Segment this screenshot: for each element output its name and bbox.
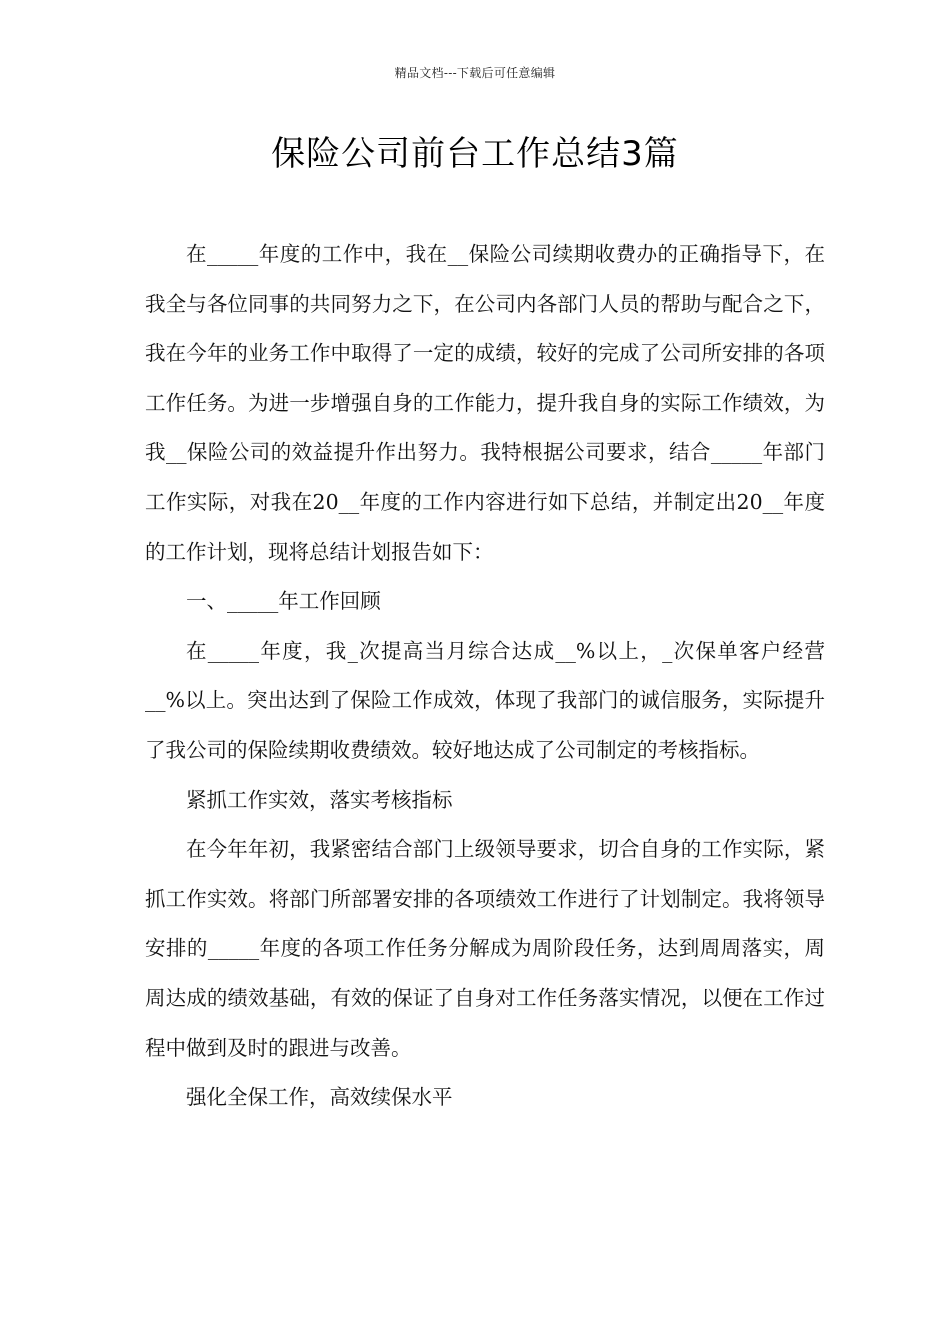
paragraph-review: 在_____年度，我_次提高当月综合达成__%以上，_次保单客户经营__%以上。突出达到了保险工作成效，体现了我部门的诚信服务，实际提升了我公司的保险续期收费绩效。较好地达成了公司制定的考核指标。 [145, 638, 825, 762]
subheading-renewal: 强化全保工作，高效续保水平 [186, 1085, 453, 1110]
document-body [145, 230, 825, 1123]
section-heading-review: 一、_____年工作回顾 [186, 589, 381, 614]
paragraph-work-results: 在今年年初，我紧密结合部门上级领导要求，切合自身的工作实际，紧抓工作实效。将部门所部署安排的各项绩效工作进行了计划制定。我将领导安排的_____年度的各项工作任务分解成为周阶段任务，达到周周落实，周周达成的绩效基础，有效的保证了自身对工作任务落实情况，以便在工作过程中做到及时的跟进与改善。 [145, 837, 825, 1060]
subheading-work-results: 紧抓工作实效，落实考核指标 [186, 787, 453, 812]
paragraph-intro: 在_____年度的工作中，我在__保险公司续期收费办的正确指导下，在我全与各位同事的共同努力之下，在公司内各部门人员的帮助与配合之下，我在今年的业务工作中取得了一定的成绩，较好的完成了公司所安排的各项工作任务。为进一步增强自身的工作能力，提升我自身的实际工作绩效，为我__保险公司的效益提升作出努力。我特根据公司要求，结合_____年部门工作实际，对我在20__年度的工作内容进行如下总结，并制定出20__年度的工作计划，现将总结计划报告如下： [145, 242, 825, 564]
document-title: 保险公司前台工作总结3篇 [271, 134, 679, 174]
page-header: 精品文档---下载后可任意编辑 [394, 66, 556, 80]
